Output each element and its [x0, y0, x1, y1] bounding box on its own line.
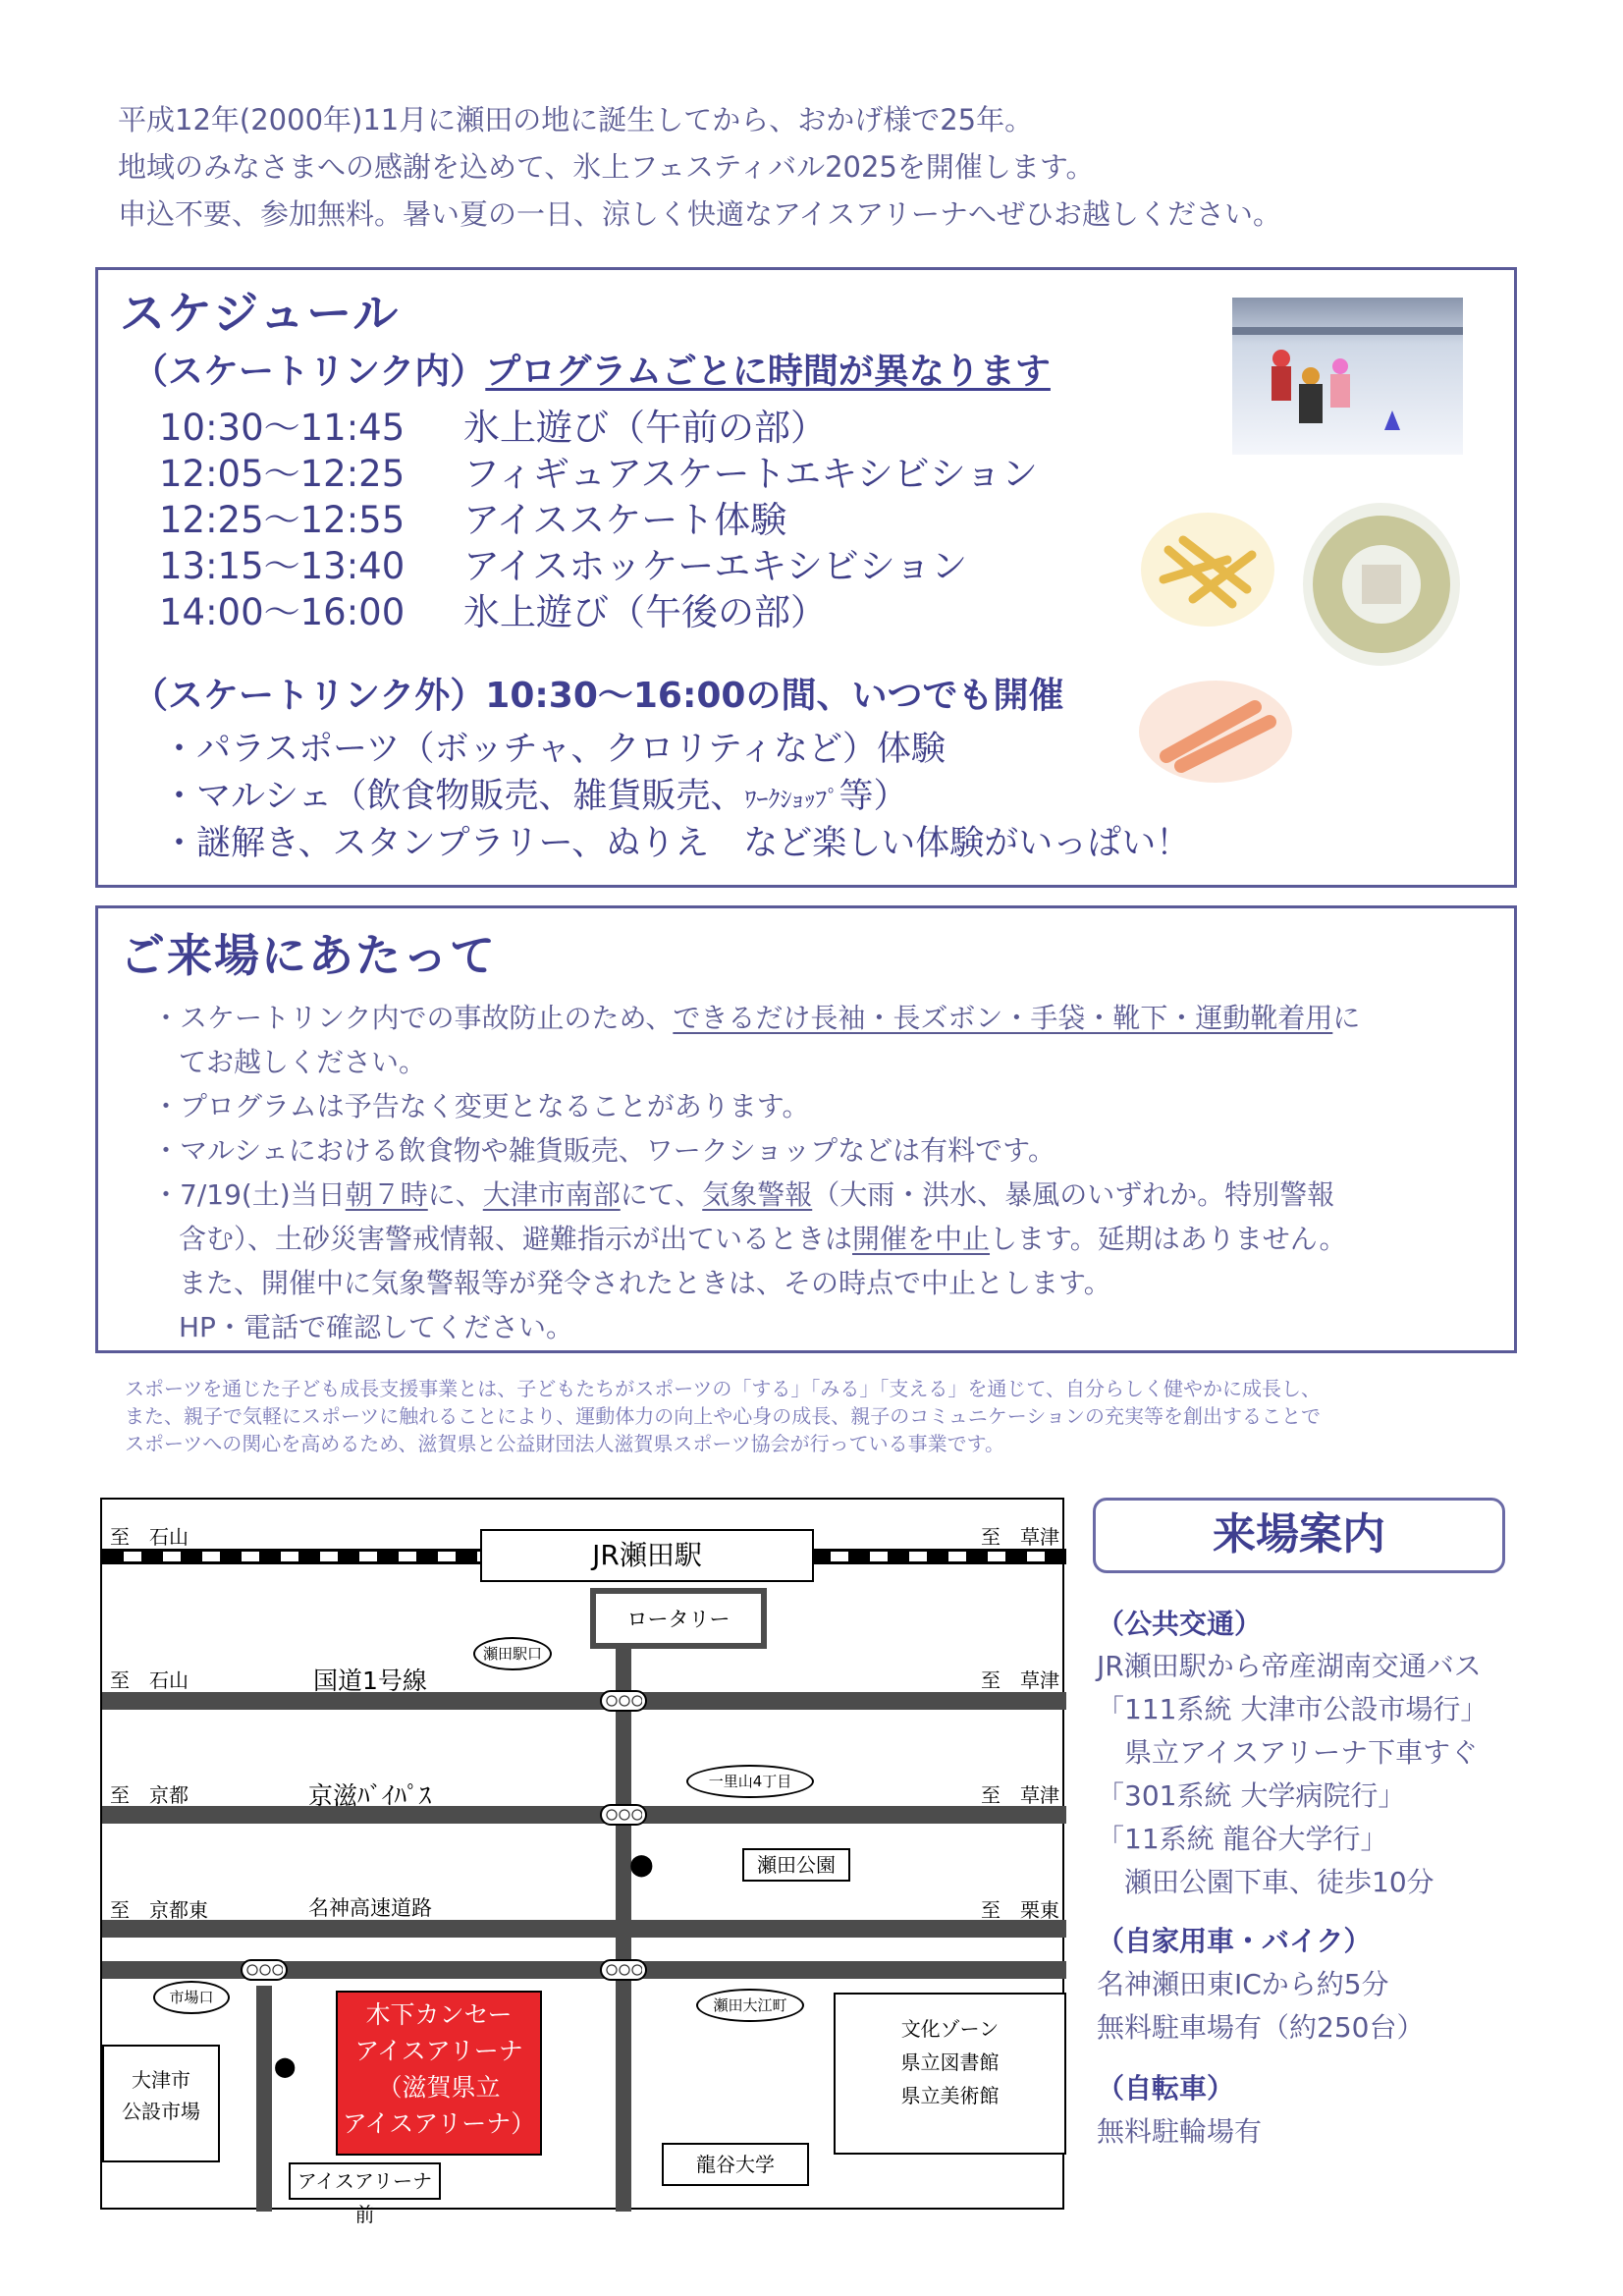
- schedule-time: 12:05〜12:25: [159, 453, 406, 495]
- seta-station-exit-callout: 瀬田駅口: [473, 1637, 552, 1670]
- notice-text: に、: [427, 1178, 483, 1211]
- culture-zone-line: 県立美術館: [900, 2084, 1000, 2107]
- to-kusatsu-label: 至 草津: [981, 1783, 1059, 1807]
- access-map: [100, 1498, 1064, 2226]
- support-line: スポーツへの関心を高めるため、滋賀県と公益財団法人滋賀県スポーツ協会が行っている事業です。: [125, 1432, 1004, 1455]
- otsu-market-box: [102, 2045, 220, 2162]
- interchange-icon: [600, 1690, 647, 1712]
- public-transport-line: 瀬田公園下車、徒歩10分: [1097, 1866, 1434, 1898]
- to-kyotohigashi-label: 至 京都東: [110, 1898, 208, 1922]
- schedule-box: [95, 267, 1517, 888]
- intro-line: 申込不要、参加無料。暑い夏の一日、涼しく快適なアイスアリーナへぜひお越しください。: [118, 197, 1281, 231]
- park-marker-icon: ⬤: [629, 1853, 654, 1878]
- inside-rink-heading: [133, 344, 1051, 394]
- seta-oe-callout: 瀬田大江町: [696, 1989, 804, 2022]
- ice-arena-box: [336, 1991, 542, 2156]
- seta-park-box: 瀬田公園: [742, 1848, 850, 1882]
- notice-line: また、開催中に気象警報等が発令されたときは、その時点で中止とします。: [179, 1267, 1111, 1299]
- to-kurita-label: 至 栗東: [981, 1898, 1059, 1922]
- bypass-road: [102, 1806, 1066, 1824]
- to-kusatsu-label: 至 草津: [981, 1668, 1059, 1692]
- schedule-time: 12:25〜12:55: [159, 499, 406, 541]
- notice-line-cancel: [179, 1218, 1346, 1257]
- bus-stop-icon: ⬤: [274, 2054, 297, 2078]
- interchange-icon: [241, 1959, 288, 1981]
- car-line: 名神瀬田東ICから約5分: [1097, 1968, 1389, 2000]
- interchange-icon: [600, 1804, 647, 1826]
- schedule-time: 14:00〜16:00: [159, 591, 406, 633]
- arena-mae-box: アイスアリーナ前: [289, 2162, 441, 2200]
- meishin-label: 名神高速道路: [308, 1896, 432, 1920]
- notice-underline: できるだけ長袖・長ズボン・手袋・靴下・運動靴着用: [673, 1002, 1333, 1034]
- notice-text: 含む）、土砂災害警戒情報、避難指示が出ているときは: [179, 1223, 853, 1255]
- fries-photo: [1139, 511, 1276, 629]
- outside-rink-heading: （スケートリンク外）10:30〜16:00の間、いつでも開催: [133, 676, 1064, 716]
- notice-text: （大雨・洪水、暴風のいずれか。特別警報: [812, 1178, 1335, 1211]
- ichiba-exit-callout: 市場口: [153, 1981, 230, 2014]
- support-line: また、親子で気軽にスポーツに触れることにより、運動体力の向上や心身の成長、親子のコミュニケーションの充実等を創出することで: [125, 1404, 1321, 1428]
- car-heading: （自家用車・バイク）: [1097, 1925, 1372, 1957]
- to-kusatsu-label: 至 草津: [981, 1525, 1059, 1549]
- car-line: 無料駐車場有（約250台）: [1097, 2011, 1425, 2044]
- skating-photo: [1232, 298, 1463, 455]
- bicycle-line: 無料駐輪場有: [1097, 2115, 1263, 2148]
- notice-text: します。延期はありません。: [990, 1223, 1347, 1255]
- schedule-time: 10:30〜11:45: [159, 407, 406, 449]
- support-line: スポーツを通じた子ども成長支援事業とは、子どもたちがスポーツの「する」「みる」「支える」を通じて、自分らしく健やかに成長し、: [125, 1377, 1321, 1400]
- notice-line-weather: [152, 1174, 1334, 1213]
- public-transport-line: 「301系統 大学病院行」: [1097, 1779, 1406, 1812]
- sausage-photo: [1137, 678, 1294, 786]
- outside-item-tail: 等）: [839, 777, 908, 816]
- notice-line: ・プログラムは予告なく変更となることがあります。: [152, 1090, 810, 1122]
- notice-box: [95, 905, 1517, 1353]
- notice-text: ・スケートリンク内での事故防止のため、: [152, 1002, 674, 1034]
- otsu-market-line: 公設市場: [122, 2100, 200, 2123]
- intro-line: 平成12年(2000年)11月に瀬田の地に誕生してから、おかげ様で25年。: [118, 103, 1034, 137]
- ichiriyama-callout: 一里山4丁目: [686, 1765, 814, 1798]
- notice-text: にて、: [620, 1178, 703, 1211]
- outside-item-marche: [162, 769, 907, 818]
- arena-line: 木下カンセー: [365, 2000, 513, 2029]
- notice-text: ・7/19(土)当日: [152, 1178, 346, 1211]
- notice-underline: 大津市南部: [482, 1178, 621, 1211]
- to-ishiyama-label: 至 石山: [110, 1525, 189, 1549]
- to-ishiyama-label: 至 石山: [110, 1668, 189, 1692]
- arena-line: アイスアリーナ）: [342, 2109, 536, 2138]
- public-transport-line: 県立アイスアリーナ下車すぐ: [1097, 1736, 1479, 1769]
- wreath-photo: [1301, 501, 1463, 668]
- route1-label: 国道1号線: [313, 1667, 427, 1695]
- workshop-small-text: ﾜｰｸｼｮｯﾌﾟ: [744, 786, 839, 813]
- intro-text: [118, 96, 1281, 238]
- schedule-program: 氷上遊び（午前の部）: [463, 407, 827, 449]
- public-transport-line: 「11系統 龍谷大学行」: [1097, 1823, 1388, 1855]
- schedule-program: 氷上遊び（午後の部）: [463, 591, 827, 633]
- schedule-program: フィギュアスケートエキシビション: [463, 453, 1038, 495]
- inside-rink-note: プログラムごとに時間が異なります: [485, 352, 1051, 392]
- notice-underline: 朝７時: [345, 1178, 428, 1211]
- intro-line: 地域のみなさまへの感謝を込めて、氷上フェスティバル2025を開催します。: [118, 150, 1095, 184]
- bypass-label: 京滋ﾊﾞｲﾊﾟｽ: [308, 1781, 432, 1810]
- notice-line: てお越しください。: [179, 1046, 427, 1078]
- notice-line: HP・電話で確認してください。: [179, 1311, 573, 1343]
- bicycle-heading: （自転車）: [1097, 2072, 1235, 2105]
- notice-line: ・マルシェにおける飲食物や雑貨販売、ワークショップなどは有料です。: [152, 1134, 1055, 1167]
- left-road: [256, 1986, 272, 2212]
- outside-item: ・パラスポーツ（ボッチャ、クロリティなど）体験: [162, 730, 947, 769]
- station-box: JR瀬田駅: [480, 1529, 814, 1582]
- inside-rink-label: （スケートリンク内）: [133, 352, 486, 392]
- culture-zone-line: 県立図書館: [900, 2050, 1000, 2074]
- notice-title: ご来場にあたって: [120, 929, 497, 982]
- guide-title: 来場案内: [1093, 1498, 1505, 1573]
- schedule-time: 13:15〜13:40: [159, 545, 406, 587]
- notice-underline: 気象警報: [702, 1178, 813, 1211]
- arena-line: アイスアリーナ: [354, 2037, 523, 2065]
- notice-text: に: [1332, 1002, 1361, 1034]
- interchange-icon: [600, 1959, 647, 1981]
- ryukoku-box: 龍谷大学: [662, 2143, 809, 2186]
- public-transport-heading: （公共交通）: [1097, 1608, 1263, 1640]
- schedule-program: アイスホッケーエキシビション: [463, 545, 968, 587]
- public-transport-line: JR瀬田駅から帝産湖南交通バス: [1097, 1650, 1482, 1682]
- notice-line-clothing: [152, 997, 1360, 1036]
- outside-item-text: ・マルシェ（飲食物販売、雑貨販売、: [162, 777, 745, 816]
- culture-zone-box: [834, 1993, 1066, 2155]
- meishin-road: [102, 1920, 1066, 1938]
- notice-underline: 開催を中止: [852, 1223, 991, 1255]
- support-description: [125, 1375, 1321, 1457]
- schedule-title: スケジュール: [120, 287, 401, 340]
- culture-zone-line: 文化ゾーン: [900, 2017, 1000, 2041]
- otsu-market-line: 大津市: [132, 2068, 190, 2092]
- route1-road: [102, 1692, 1066, 1710]
- schedule-program: アイススケート体験: [463, 499, 787, 541]
- to-kyoto-label: 至 京都: [110, 1783, 189, 1807]
- outside-item: ・謎解き、スタンプラリー、ぬりえ など楽しい体験がいっぱい！: [162, 824, 1191, 863]
- rotary-box: ロータリー: [590, 1588, 767, 1649]
- public-transport-line: 「111系統 大津市公設市場行」: [1097, 1693, 1488, 1725]
- arena-line: （滋賀県立: [377, 2073, 501, 2102]
